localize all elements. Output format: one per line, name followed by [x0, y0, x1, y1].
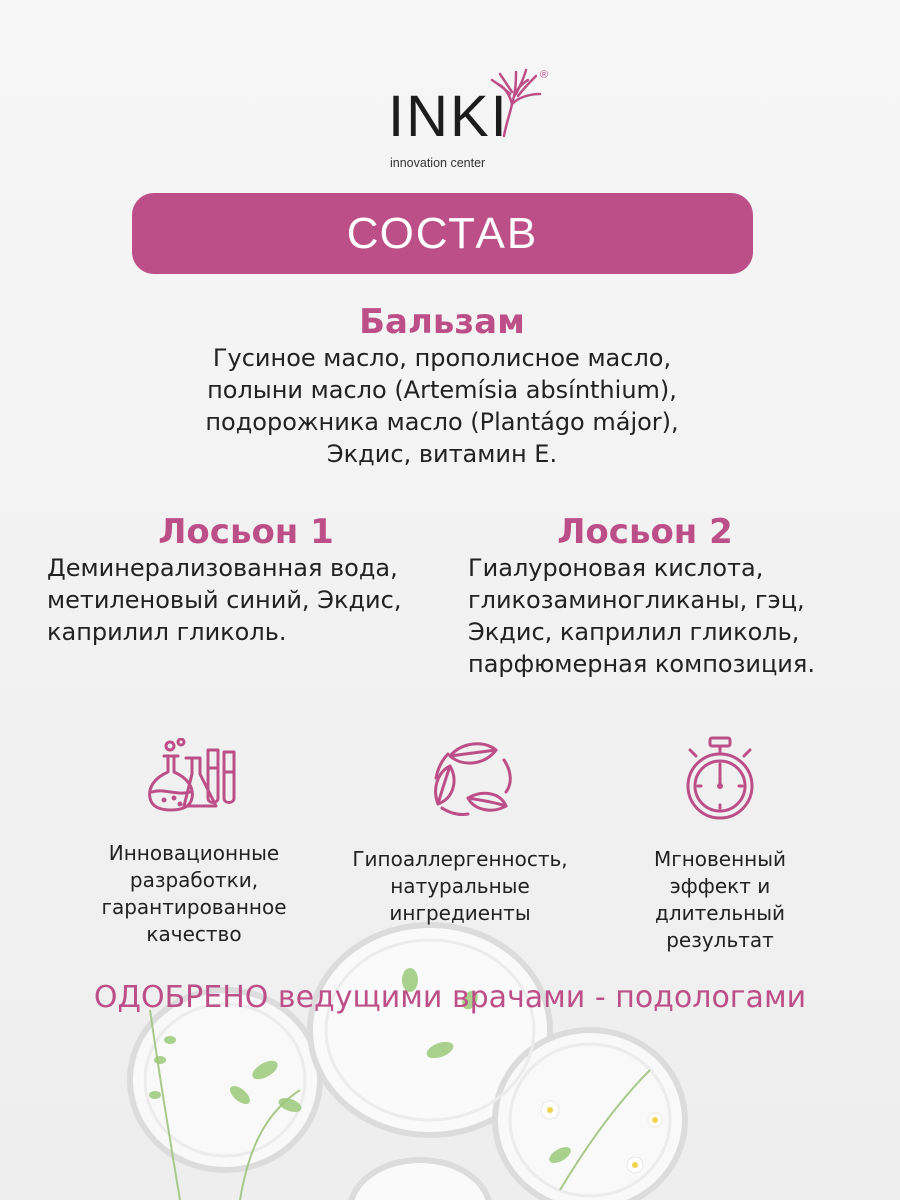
page-title: СОСТАВ: [346, 208, 539, 258]
feature-line: разработки,: [129, 868, 259, 892]
brand-logo: [388, 64, 568, 174]
balm-line: Экдис, витамин Е.: [326, 440, 558, 468]
lotion1-line: метиленовый синий, Экдис,: [47, 586, 402, 614]
flower-logo-icon: [488, 64, 558, 144]
lab-flasks-icon: [144, 738, 248, 814]
lotion1-line: Деминерализованная вода,: [47, 554, 398, 582]
balm-line: подорожника масло (Plantágo májor),: [205, 408, 679, 436]
composition-title-banner: [132, 193, 753, 274]
balm-line: полыни масло (Artemísia absínthium),: [207, 376, 677, 404]
logo-subtitle: innovation center: [390, 156, 486, 170]
feature-line: натуральные: [390, 874, 530, 898]
feature-line: ингредиенты: [389, 901, 531, 925]
lotion1-heading: Лосьон 1: [158, 512, 334, 552]
lotion2-line: гликозаминогликаны, гэц,: [468, 586, 805, 614]
leaves-cycle-icon: [428, 734, 518, 820]
lotion2-heading: Лосьон 2: [557, 512, 733, 552]
feature-line: эффект и: [669, 874, 771, 898]
feature-line: результат: [666, 928, 774, 952]
lotion2-line: парфюмерная композиция.: [468, 650, 815, 678]
lotion2-line: Экдис, каприлил гликоль,: [468, 618, 800, 646]
feature-instant-effect: [610, 846, 830, 954]
feature-innovation: [84, 840, 304, 948]
feature-line: Мгновенный: [653, 847, 787, 871]
feature-line: длительный: [655, 901, 785, 925]
balm-ingredients: [0, 342, 884, 470]
lotion1-ingredients: [47, 552, 401, 648]
balm-line: Гусиное масло, прополисное масло,: [212, 344, 672, 372]
feature-line: Инновационные: [108, 841, 280, 865]
feature-line: Гипоаллергенность,: [352, 847, 568, 871]
balm-heading: Бальзам: [359, 302, 525, 342]
lotion1-line: каприлил гликоль.: [47, 618, 287, 646]
approved-by-podologists: ОДОБРЕНО ведущими врачами - подологами: [93, 980, 807, 1015]
petri-dishes-illustration: [0, 920, 900, 1200]
feature-hypoallergenic: [330, 846, 590, 927]
feature-line: гарантированное: [101, 895, 287, 919]
lotion2-ingredients: [468, 552, 815, 680]
feature-line: качество: [146, 922, 242, 946]
stopwatch-icon: [678, 734, 762, 822]
logo-wordmark: INKI: [388, 84, 509, 149]
lotion2-line: Гиалуроновая кислота,: [468, 554, 764, 582]
registered-mark: ®: [540, 69, 549, 81]
